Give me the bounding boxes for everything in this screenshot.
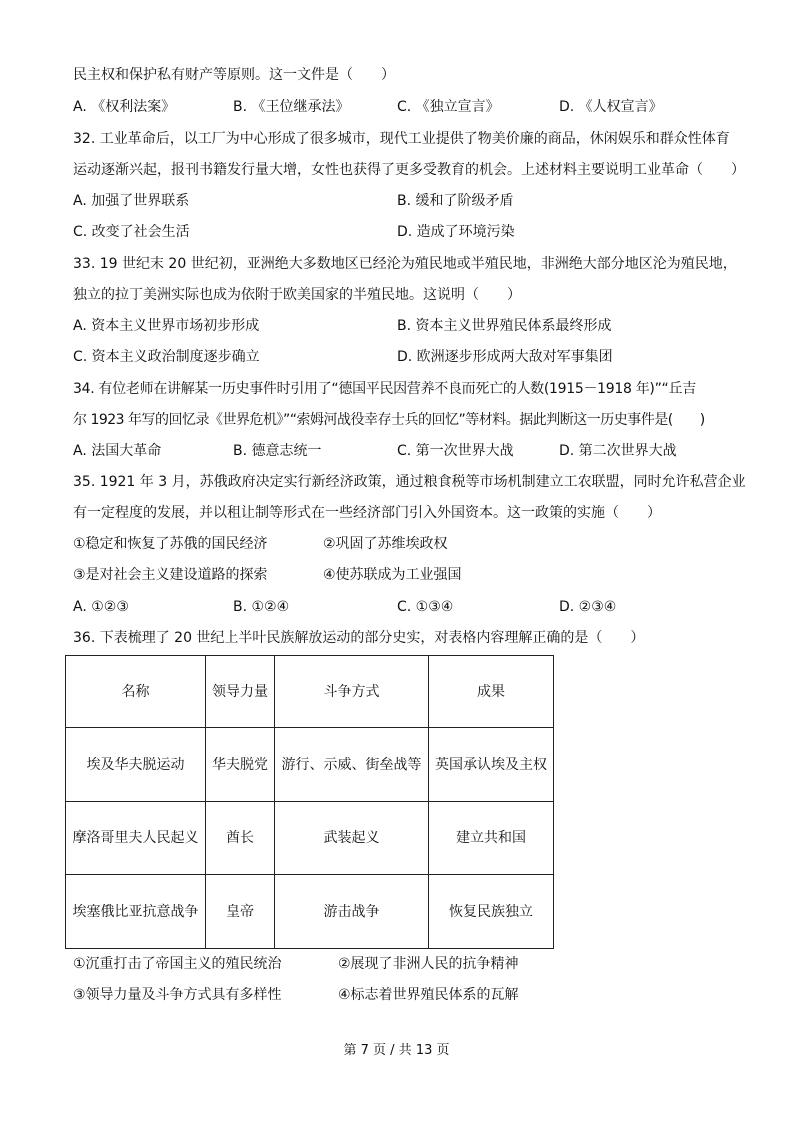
question-35: 35. 1921 年 3 月，苏俄政府决定实行新经济政策，通过粮食税等市场机制建立工农联盟，同时允许私营企业 xyxy=(73,474,746,490)
question-33: 33. 19 世纪末 20 世纪初，亚洲绝大多数地区已经沦为殖民地或半殖民地，非洲绝大部分地区沦为殖民地， xyxy=(73,256,737,272)
option: C. 《独立宣言》 xyxy=(397,99,500,115)
table-header-row xyxy=(66,656,554,728)
option: B. 《王位继承法》 xyxy=(233,99,350,115)
option: D. 欧洲逐步形成两大敌对军事集团 xyxy=(397,349,613,365)
statement: ④使苏联成为工业强国 xyxy=(323,567,462,583)
table-row xyxy=(66,875,554,949)
question-34: 34. 有位老师在讲解某一历史事件时引用了“德国平民因营养不良而死亡的人数(1915－1918 年)”“丘吉 xyxy=(73,381,696,397)
statement: ③是对社会主义建设道路的探索 xyxy=(73,567,268,583)
statement: ①稳定和恢复了苏俄的国民经济 xyxy=(73,536,268,552)
table-cell: 摩洛哥里夫人民起义 xyxy=(66,802,206,875)
statement: ③领导力量及斗争方式具有多样性 xyxy=(73,987,282,1003)
option: A. 《权利法案》 xyxy=(73,99,176,115)
option: B. 德意志统一 xyxy=(233,443,322,459)
option: D. ②③④ xyxy=(559,599,617,615)
option: C. 资本主义政治制度逐步确立 xyxy=(73,349,260,365)
text-line: 有一定程度的发展，并以租让制等形式在一些经济部门引入外国资本。这一政策的实施（ ） xyxy=(73,505,661,521)
option: A. 资本主义世界市场初步形成 xyxy=(73,318,260,334)
text-line: 运动逐渐兴起，报刊书籍发行量大增，女性也获得了更多受教育的机会。上述材料主要说明工业革命（ ） xyxy=(73,162,745,178)
table-header: 成果 xyxy=(429,656,554,728)
statement: ②展现了非洲人民的抗争精神 xyxy=(338,956,519,972)
table-cell: 皇帝 xyxy=(206,875,275,949)
table-header: 名称 xyxy=(66,656,206,728)
table-header: 领导力量 xyxy=(206,656,275,728)
option: C. 改变了社会生活 xyxy=(73,224,190,240)
question-36: 36. 下表梳理了 20 世纪上半叶民族解放运动的部分史实，对表格内容理解正确的是（ ） xyxy=(73,630,645,646)
table-cell: 华夫脱党 xyxy=(206,728,275,802)
option: D. 第二次世界大战 xyxy=(559,443,677,459)
option: B. 缓和了阶级矛盾 xyxy=(397,193,514,209)
table-row xyxy=(66,802,554,875)
table-cell: 英国承认埃及主权 xyxy=(429,728,554,802)
option: D. 造成了环境污染 xyxy=(397,224,515,240)
question-32: 32. 工业革命后，以工厂为中心形成了很多城市，现代工业提供了物美价廉的商品，休闲娱乐和群众性体育 xyxy=(73,131,730,147)
option: D. 《人权宣言》 xyxy=(559,99,663,115)
statement: ②巩固了苏维埃政权 xyxy=(323,536,448,552)
option: B. ①②④ xyxy=(233,599,290,615)
table-cell: 埃及华夫脱运动 xyxy=(66,728,206,802)
statement: ①沉重打击了帝国主义的殖民统治 xyxy=(73,956,282,972)
table-cell: 恢复民族独立 xyxy=(429,875,554,949)
table-cell: 游击战争 xyxy=(275,875,429,949)
table-cell: 酋长 xyxy=(206,802,275,875)
text-line: 尔 1923 年写的回忆录《世界危机》”“索姆河战役幸存士兵的回忆”等材料。据此判断这一历史事件是( ) xyxy=(73,412,705,428)
option: C. 第一次世界大战 xyxy=(397,443,514,459)
option: B. 资本主义世界殖民体系最终形成 xyxy=(397,318,612,334)
table-cell: 埃塞俄比亚抗意战争 xyxy=(66,875,206,949)
option: C. ①③④ xyxy=(397,599,454,615)
table-header: 斗争方式 xyxy=(275,656,429,728)
table-cell: 建立共和国 xyxy=(429,802,554,875)
history-table xyxy=(65,655,554,949)
statement: ④标志着世界殖民体系的瓦解 xyxy=(338,987,519,1003)
option: A. 加强了世界联系 xyxy=(73,193,190,209)
page-number: 第 7 页 / 共 13 页 xyxy=(343,1043,450,1058)
table-cell: 武装起义 xyxy=(275,802,429,875)
option: A. ①②③ xyxy=(73,599,129,615)
text-line: 民主权和保护私有财产等原则。这一文件是（ ） xyxy=(73,67,395,83)
table-row xyxy=(66,728,554,802)
option: A. 法国大革命 xyxy=(73,443,162,459)
text-line: 独立的拉丁美洲实际也成为依附于欧美国家的半殖民地。这说明（ ） xyxy=(73,287,521,303)
table-cell: 游行、示威、街垒战等 xyxy=(275,728,429,802)
